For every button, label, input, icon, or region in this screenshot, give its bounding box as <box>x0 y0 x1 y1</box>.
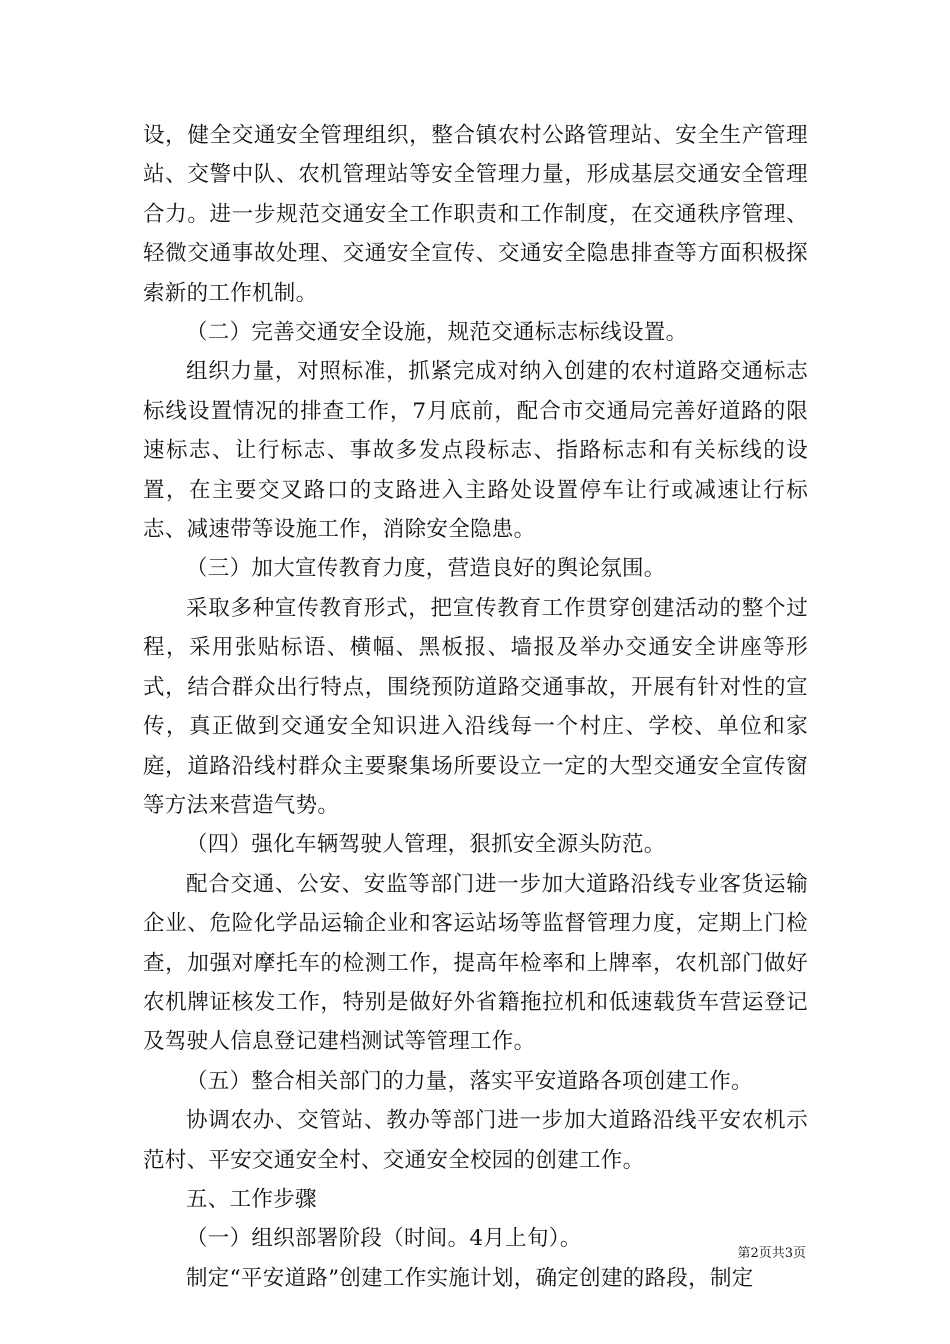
document-body <box>143 116 808 1298</box>
section-heading-5: （五）整合相关部门的力量，落实平安道路各项创建工作。 <box>186 1068 753 1094</box>
paragraph-continuation: 设，健全交通安全管理组织，整合镇农村公路管理站、安全生产管理站、交警中队、农机管理站等安全管理力量，形成基层交通安全管理合力。进一步规范交通安全工作职责和工作制度，在交通秩序管理、轻微交通事故处理、交通安全宣传、交通安全隐患排查等方面积极探索新的工作机制。 <box>143 123 808 306</box>
section-heading-step-1: （一）组织部署阶段（时间。4月上旬）。 <box>186 1226 582 1252</box>
paragraph: 协调农办、交管站、教办等部门进一步加大道路沿线平安农机示范村、平安交通安全村、交通安全校园的创建工作。 <box>143 1108 808 1173</box>
chapter-heading-work-steps: 五、工作步骤 <box>186 1186 317 1212</box>
paragraph: 采取多种宣传教育形式，把宣传教育工作贯穿创建活动的整个过程，采用张贴标语、横幅、黑板报、墙报及举办交通安全讲座等形式，结合群众出行特点，围绕预防道路交通事故，开展有针对性的宣传，真正做到交通安全知识进入沿线每一个村庄、学校、单位和家庭，道路沿线村群众主要聚集场所要设立一定的大型交通安全宣传窗等方法来营造气势。 <box>143 595 808 818</box>
paragraph: 制定“平安道路”创建工作实施计划，确定创建的路段，制定 <box>186 1265 754 1291</box>
section-heading-4: （四）强化车辆驾驶人管理，狠抓安全源头防范。 <box>186 832 666 858</box>
section-heading-3: （三）加大宣传教育力度，营造良好的舆论氛围。 <box>186 556 666 582</box>
page-number-footer: 第2页共3页 <box>737 1246 806 1261</box>
paragraph: 组织力量，对照标准，抓紧完成对纳入创建的农村道路交通标志标线设置情况的排查工作，7月底前，配合市交通局完善好道路的限速标志、让行标志、事故多发点段标志、指路标志和有关标线的设置，在主要交叉路口的支路进入主路处设置停车让行或减速让行标志、减速带等设施工作，消除安全隐患。 <box>143 359 808 543</box>
section-heading-2: （二）完善交通安全设施，规范交通标志标线设置。 <box>186 320 688 346</box>
paragraph: 配合交通、公安、安监等部门进一步加大道路沿线专业客货运输企业、危险化学品运输企业和客运站场等监督管理力度，定期上门检查，加强对摩托车的检测工作，提高年检率和上牌率，农机部门做好农机牌证核发工作，特别是做好外省籍拖拉机和低速载货车营运登记及驾驶人信息登记建档测试等管理工作。 <box>143 871 808 1055</box>
